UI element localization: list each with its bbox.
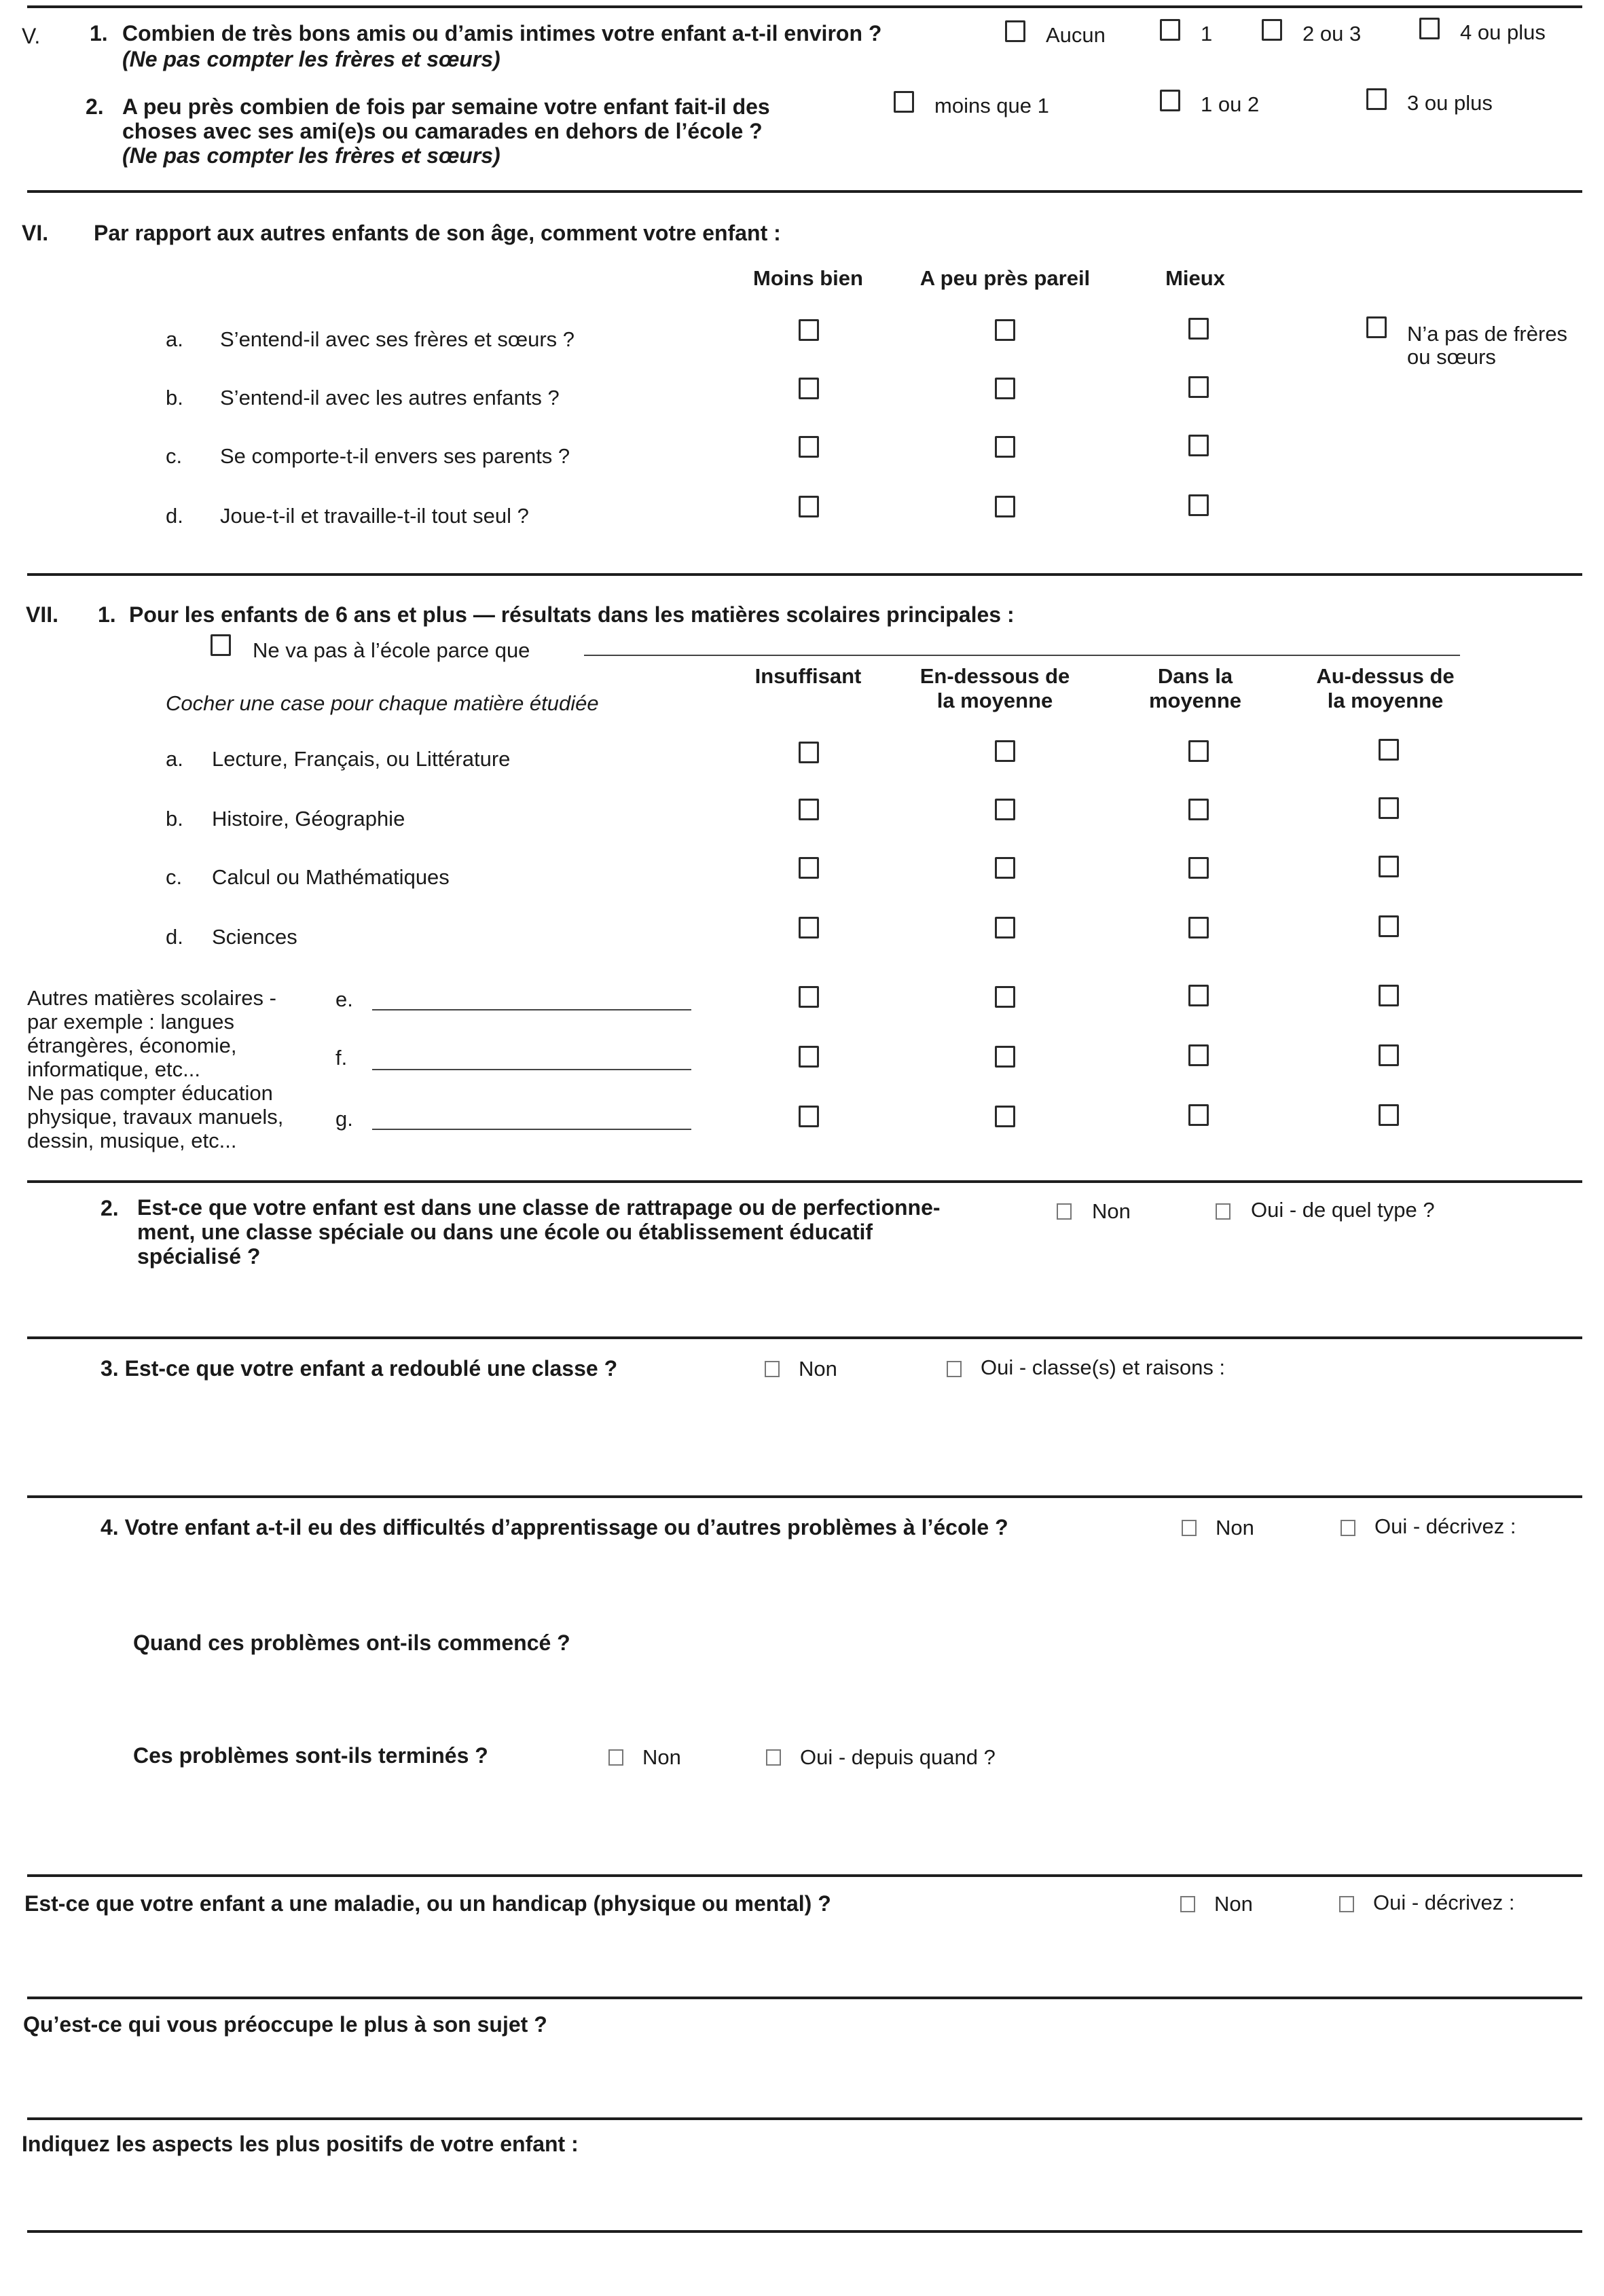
illness-oui-checkbox[interactable] (1339, 1896, 1354, 1912)
vii-c-dans-checkbox[interactable] (1188, 857, 1209, 879)
divider-after-vii-1 (27, 1180, 1582, 1183)
vii-f-au-dessus-checkbox[interactable] (1379, 1044, 1399, 1066)
vii-subject-b-letter: b. (166, 807, 183, 831)
vii-q2-line2: ment, une classe spéciale ou dans une école ou établissement éducatif (137, 1220, 873, 1244)
vii-q4-started: Quand ces problèmes ont-ils commencé ? (133, 1630, 570, 1655)
vii-not-school-label: Ne va pas à l’école parce que (253, 638, 530, 662)
vii-g-en-dessous-checkbox[interactable] (995, 1106, 1015, 1127)
v-q2-number: 2. (86, 94, 104, 119)
vi-row-c-text: Se comporte-t-il envers ses parents ? (220, 444, 570, 468)
v-q2-option-moinsque1-label: moins que 1 (934, 94, 1049, 117)
v-q2-option-3ouplus-label: 3 ou plus (1407, 91, 1493, 115)
vii-q2-number: 2. (101, 1196, 119, 1220)
vii-subject-g-field[interactable] (372, 1129, 691, 1130)
vii-a-en-dessous-checkbox[interactable] (995, 740, 1015, 762)
vii-c-insuffisant-checkbox[interactable] (799, 857, 819, 879)
vii-d-en-dessous-checkbox[interactable] (995, 917, 1015, 939)
vi-no-siblings-checkbox[interactable] (1366, 316, 1387, 338)
section-vi-title: Par rapport aux autres enfants de son âge, comment votre enfant : (94, 221, 781, 245)
vii-col-dans-la-moyenne (1120, 664, 1270, 713)
illness-non-label: Non (1214, 1892, 1253, 1916)
divider-after-vii-4 (27, 1874, 1582, 1877)
vii-b-insuffisant-checkbox[interactable] (799, 799, 819, 820)
vi-col-moins-bien: Moins bien (753, 266, 863, 290)
vii-q4-text: 4. Votre enfant a-t-il eu des difficultés d’apprentissage ou d’autres problèmes à l’école ? (101, 1515, 1008, 1539)
vii-b-en-dessous-checkbox[interactable] (995, 799, 1015, 820)
vii-q2-line3: spécialisé ? (137, 1244, 261, 1269)
vii-q4-oui-checkbox[interactable] (1341, 1520, 1355, 1536)
vii-q2-oui-checkbox[interactable] (1216, 1203, 1231, 1220)
divider-after-concern (27, 2117, 1582, 2120)
vii-col-dans-line2: moyenne (1148, 689, 1242, 712)
vii-d-insuffisant-checkbox[interactable] (799, 917, 819, 939)
vi-row-c-moins-bien-checkbox[interactable] (799, 436, 819, 458)
vii-d-dans-checkbox[interactable] (1188, 917, 1209, 939)
v-q2-option-1ou2-label: 1 ou 2 (1201, 92, 1260, 116)
vii-b-dans-checkbox[interactable] (1188, 799, 1209, 820)
other-note-line: étrangères, économie, (27, 1034, 237, 1057)
illness-question: Est-ce que votre enfant a une maladie, ou un handicap (physique ou mental) ? (24, 1891, 831, 1916)
v-q2-text-line1: A peu près combien de fois par semaine votre enfant fait-il des (122, 94, 770, 119)
vii-col-insuffisant (727, 664, 890, 689)
vii-subject-a-text: Lecture, Français, ou Littérature (212, 747, 511, 771)
vii-c-en-dessous-checkbox[interactable] (995, 857, 1015, 879)
v-q2-option-3ouplus-checkbox[interactable] (1366, 88, 1387, 110)
vi-row-c-letter: c. (166, 444, 183, 468)
concern-question: Qu’est-ce qui vous préoccupe le plus à son sujet ? (23, 2012, 547, 2037)
vii-q2-oui-label: Oui - de quel type ? (1251, 1198, 1435, 1222)
vi-row-b-letter: b. (166, 386, 183, 409)
vii-q2-text (137, 1195, 979, 1269)
vi-no-siblings-label-line2: ou sœurs (1407, 345, 1496, 369)
other-note-line: informatique, etc... (27, 1057, 201, 1081)
v-q1-option-1-checkbox[interactable] (1160, 19, 1180, 41)
vii-col-insuffisant-line1: Insuffisant (754, 664, 862, 688)
vii-a-dans-checkbox[interactable] (1188, 740, 1209, 762)
vii-e-au-dessus-checkbox[interactable] (1379, 985, 1399, 1006)
vii-col-au-dessus-line1: Au-dessus de (1316, 664, 1455, 688)
vii-c-au-dessus-checkbox[interactable] (1379, 856, 1399, 877)
vi-row-d-mieux-checkbox[interactable] (1188, 494, 1209, 516)
vii-f-en-dessous-checkbox[interactable] (995, 1046, 1015, 1068)
vi-row-c-mieux-checkbox[interactable] (1188, 435, 1209, 456)
divider-after-vii-3 (27, 1495, 1582, 1498)
vii-subject-e-letter: e. (335, 987, 353, 1011)
vi-row-d-text: Joue-t-il et travaille-t-il tout seul ? (220, 504, 529, 528)
v-q1-option-2ou3-label: 2 ou 3 (1302, 22, 1362, 45)
vii-q4-oui-label: Oui - décrivez : (1374, 1514, 1516, 1538)
vii-f-insuffisant-checkbox[interactable] (799, 1046, 819, 1068)
vi-col-mieux: Mieux (1165, 266, 1225, 290)
v-q2-option-1ou2-checkbox[interactable] (1160, 90, 1180, 111)
vii-g-dans-checkbox[interactable] (1188, 1104, 1209, 1126)
vii-q3-oui-checkbox[interactable] (947, 1361, 962, 1377)
divider-top (27, 5, 1582, 8)
vi-row-a-mieux-checkbox[interactable] (1188, 318, 1209, 340)
vi-col-a-peu-pres-pareil: A peu près pareil (919, 266, 1091, 290)
section-vii-numeral: VII. (26, 602, 59, 627)
section-v-numeral: V. (22, 24, 41, 48)
vii-q3-non-label: Non (799, 1357, 837, 1381)
other-note-line: dessin, musique, etc... (27, 1129, 237, 1152)
vii-q4-finished: Ces problèmes sont-ils terminés ? (133, 1743, 488, 1768)
v-q1-text: Combien de très bons amis ou d’amis intimes votre enfant a-t-il environ ? (122, 21, 882, 45)
vii-q2-non-label: Non (1092, 1199, 1131, 1223)
vii-d-au-dessus-checkbox[interactable] (1379, 915, 1399, 937)
v-q1-option-2ou3-checkbox[interactable] (1262, 19, 1282, 41)
vii-not-school-reason-field[interactable] (584, 655, 1460, 656)
vii-q2-line1: Est-ce que votre enfant est dans une classe de rattrapage ou de perfectionne- (137, 1195, 941, 1220)
vi-row-a-text: S’entend-il avec ses frères et sœurs ? (220, 327, 575, 351)
v-q2-text-line2: choses avec ses ami(e)s ou camarades en dehors de l’école ? (122, 119, 763, 143)
vii-subject-e-field[interactable] (372, 1009, 691, 1010)
vii-subject-c-letter: c. (166, 865, 183, 889)
v-q1-option-1-label: 1 (1201, 22, 1213, 45)
other-note-line: Autres matières scolaires - (27, 986, 276, 1010)
vii-subject-f-field[interactable] (372, 1069, 691, 1070)
vii-e-dans-checkbox[interactable] (1188, 985, 1209, 1006)
vii-a-au-dessus-checkbox[interactable] (1379, 739, 1399, 761)
divider-after-illness (27, 1997, 1582, 1999)
vii-q3-oui-label: Oui - classe(s) et raisons : (981, 1355, 1226, 1379)
vii-subject-d-text: Sciences (212, 925, 297, 949)
other-note-line: physique, travaux manuels, (27, 1105, 284, 1129)
vii-q4-non-label: Non (1216, 1516, 1254, 1539)
divider-after-vii-2 (27, 1336, 1582, 1339)
vi-row-b-text: S’entend-il avec les autres enfants ? (220, 386, 560, 409)
vii-a-insuffisant-checkbox[interactable] (799, 742, 819, 763)
v-q1-option-4ouplus-checkbox[interactable] (1419, 18, 1440, 39)
vii-subject-g-letter: g. (335, 1107, 353, 1131)
vii-g-au-dessus-checkbox[interactable] (1379, 1104, 1399, 1126)
vii-instruction: Cocher une case pour chaque matière étudiée (166, 691, 599, 715)
vi-row-b-pareil-checkbox[interactable] (995, 378, 1015, 399)
vii-e-insuffisant-checkbox[interactable] (799, 986, 819, 1008)
vi-row-a-letter: a. (166, 327, 183, 351)
vii-q2-non-checkbox[interactable] (1057, 1203, 1072, 1220)
illness-oui-label: Oui - décrivez : (1373, 1891, 1515, 1914)
vii-q4-non-checkbox[interactable] (1182, 1520, 1197, 1536)
vii-q4-finished-non-label: Non (642, 1745, 681, 1769)
other-note-line: par exemple : langues (27, 1010, 235, 1034)
vii-q3-non-checkbox[interactable] (765, 1361, 780, 1377)
v-q2-option-moinsque1-checkbox[interactable] (894, 91, 914, 113)
vii-q4-finished-non-checkbox[interactable] (608, 1749, 623, 1766)
vi-row-d-letter: d. (166, 504, 183, 528)
vi-row-b-mieux-checkbox[interactable] (1188, 376, 1209, 398)
vi-row-b-moins-bien-checkbox[interactable] (799, 378, 819, 399)
divider-bottom (27, 2230, 1582, 2233)
vii-not-school-checkbox[interactable] (211, 634, 231, 656)
vi-no-siblings-label-line1: N’a pas de frères (1407, 322, 1568, 346)
section-vi-numeral: VI. (22, 221, 49, 245)
vii-q4-finished-oui-label: Oui - depuis quand ? (800, 1745, 996, 1769)
v-q1-number: 1. (90, 21, 108, 45)
positives-question: Indiquez les aspects les plus positifs de votre enfant : (22, 2132, 579, 2156)
vi-row-d-moins-bien-checkbox[interactable] (799, 496, 819, 517)
other-note-line: Ne pas compter éducation (27, 1081, 273, 1105)
vii-subject-f-letter: f. (335, 1046, 348, 1070)
divider-after-vi (27, 573, 1582, 576)
vi-row-a-pareil-checkbox[interactable] (995, 319, 1015, 341)
vii-b-au-dessus-checkbox[interactable] (1379, 797, 1399, 819)
vii-other-subjects-note (27, 986, 283, 1152)
vii-q1-text: Pour les enfants de 6 ans et plus — résultats dans les matières scolaires principales : (129, 602, 1015, 627)
vii-subject-c-text: Calcul ou Mathématiques (212, 865, 450, 889)
divider-after-v (27, 190, 1582, 193)
vii-g-insuffisant-checkbox[interactable] (799, 1106, 819, 1127)
vii-f-dans-checkbox[interactable] (1188, 1044, 1209, 1066)
vii-e-en-dessous-checkbox[interactable] (995, 986, 1015, 1008)
vii-col-en-dessous-line2: la moyenne (936, 689, 1053, 712)
vii-col-dans-line1: Dans la (1157, 664, 1233, 688)
vii-q3-text: 3. Est-ce que votre enfant a redoublé une classe ? (101, 1356, 618, 1381)
vii-col-en-dessous-line1: En-dessous de (919, 664, 1070, 688)
vii-col-en-dessous (903, 664, 1087, 713)
v-q1-option-aucun-label: Aucun (1046, 23, 1106, 47)
v-q1-option-aucun-checkbox[interactable] (1005, 20, 1025, 42)
v-q1-option-4ouplus-label: 4 ou plus (1460, 20, 1546, 44)
v-q1-note: (Ne pas compter les frères et sœurs) (122, 47, 500, 71)
v-q2-note: (Ne pas compter les frères et sœurs) (122, 143, 500, 168)
vii-col-au-dessus-line2: la moyenne (1327, 689, 1444, 712)
vii-q4-finished-oui-checkbox[interactable] (766, 1749, 781, 1766)
vii-subject-a-letter: a. (166, 747, 183, 771)
vi-row-c-pareil-checkbox[interactable] (995, 436, 1015, 458)
vi-row-a-moins-bien-checkbox[interactable] (799, 319, 819, 341)
illness-non-checkbox[interactable] (1180, 1896, 1195, 1912)
vii-q1-number: 1. (98, 602, 116, 627)
vi-row-d-pareil-checkbox[interactable] (995, 496, 1015, 517)
vii-subject-d-letter: d. (166, 925, 183, 949)
vii-subject-b-text: Histoire, Géographie (212, 807, 405, 831)
vii-col-au-dessus (1290, 664, 1480, 713)
